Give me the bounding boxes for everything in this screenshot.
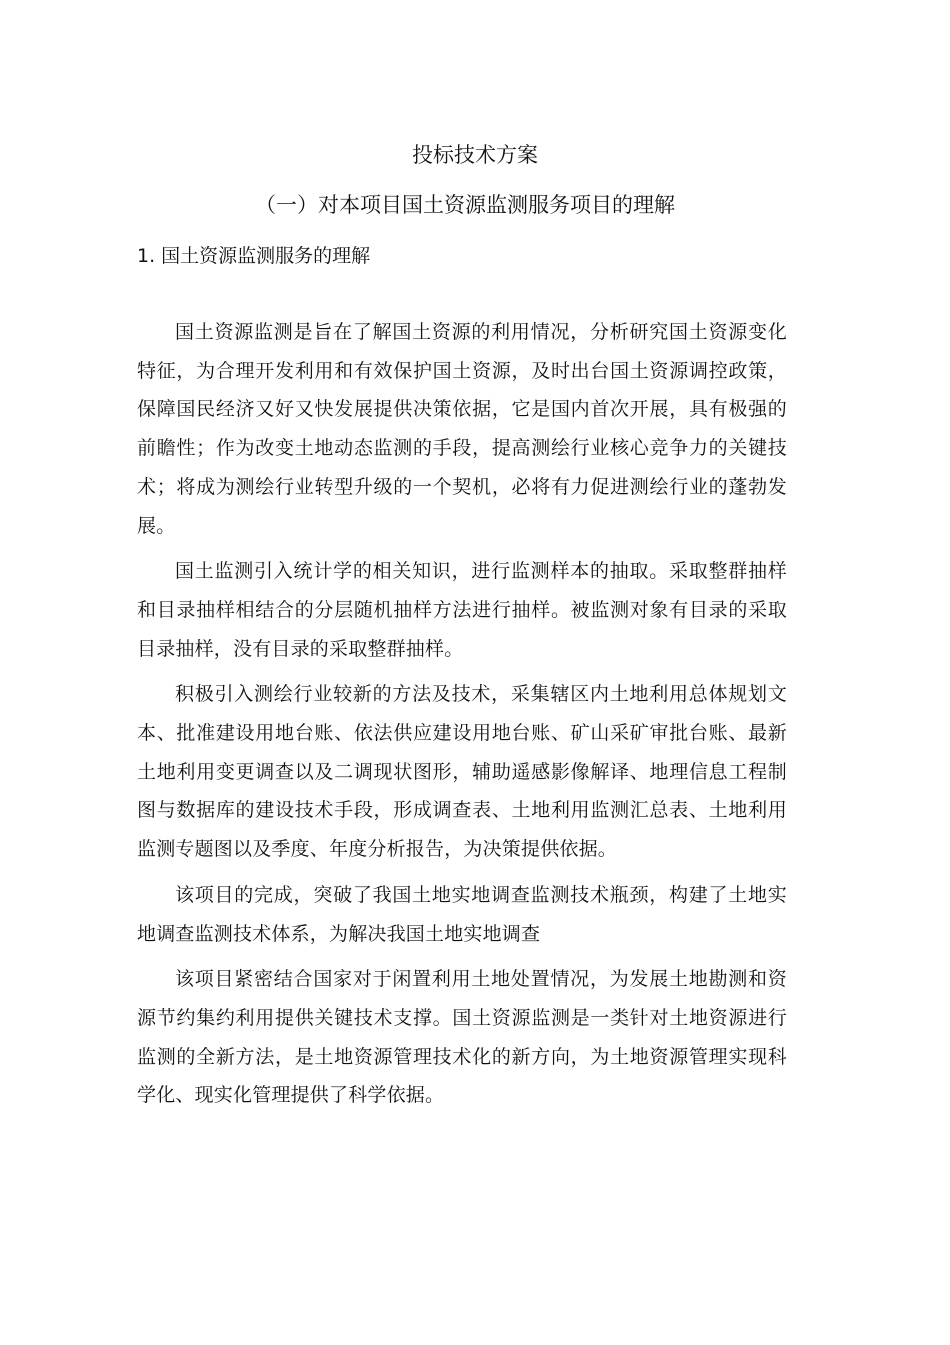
document-title: 投标技术方案: [412, 143, 538, 167]
paragraph-3: 积极引入测绘行业较新的方法及技术，采集辖区内土地利用总体规划文本、批准建设用地台账、依法供应建设用地台账、矿山采矿审批台账、最新土地利用变更调查以及二调现状图形，辅助遥感影像解译、地理信息工程制图与数据库的建设技术手段，形成调查表、土地利用监测汇总表、土地利用监测专题图以及季度、年度分析报告，为决策提供依据。: [137, 683, 787, 861]
paragraph-1: 国土资源监测是旨在了解国土资源的利用情况，分析研究国土资源变化特征，为合理开发利用和有效保护国土资源，及时出台国土资源调控政策，保障国民经济又好又快发展提供决策依据，它是国内首次开展，具有极强的前瞻性；作为改变土地动态监测的手段，提高测绘行业核心竞争力的关键技术；将成为测绘行业转型升级的一个契机，必将有力促进测绘行业的蓬勃发展。: [137, 321, 787, 537]
paragraph-4: 该项目的完成，突破了我国土地实地调查监测技术瓶颈，构建了土地实地调查监测技术体系，为解决我国土地实地调查: [137, 883, 787, 945]
paragraph-2: 国土监测引入统计学的相关知识，进行监测样本的抽取。采取整群抽样和目录抽样相结合的分层随机抽样方法进行抽样。被监测对象有目录的采取目录抽样，没有目录的采取整群抽样。: [137, 560, 787, 660]
paragraph-5: 该项目紧密结合国家对于闲置利用土地处置情况，为发展土地勘测和资源节约集约利用提供关键技术支撑。国土资源监测是一类针对土地资源进行监测的全新方法，是土地资源管理技术化的新方向，为土地资源管理实现科学化、现实化管理提供了科学依据。: [137, 968, 787, 1107]
document-subtitle: （一）对本项目国土资源监测服务项目的理解: [255, 193, 675, 217]
section-heading: 1. 国土资源监测服务的理解: [137, 245, 371, 267]
document-body: [137, 313, 787, 1122]
